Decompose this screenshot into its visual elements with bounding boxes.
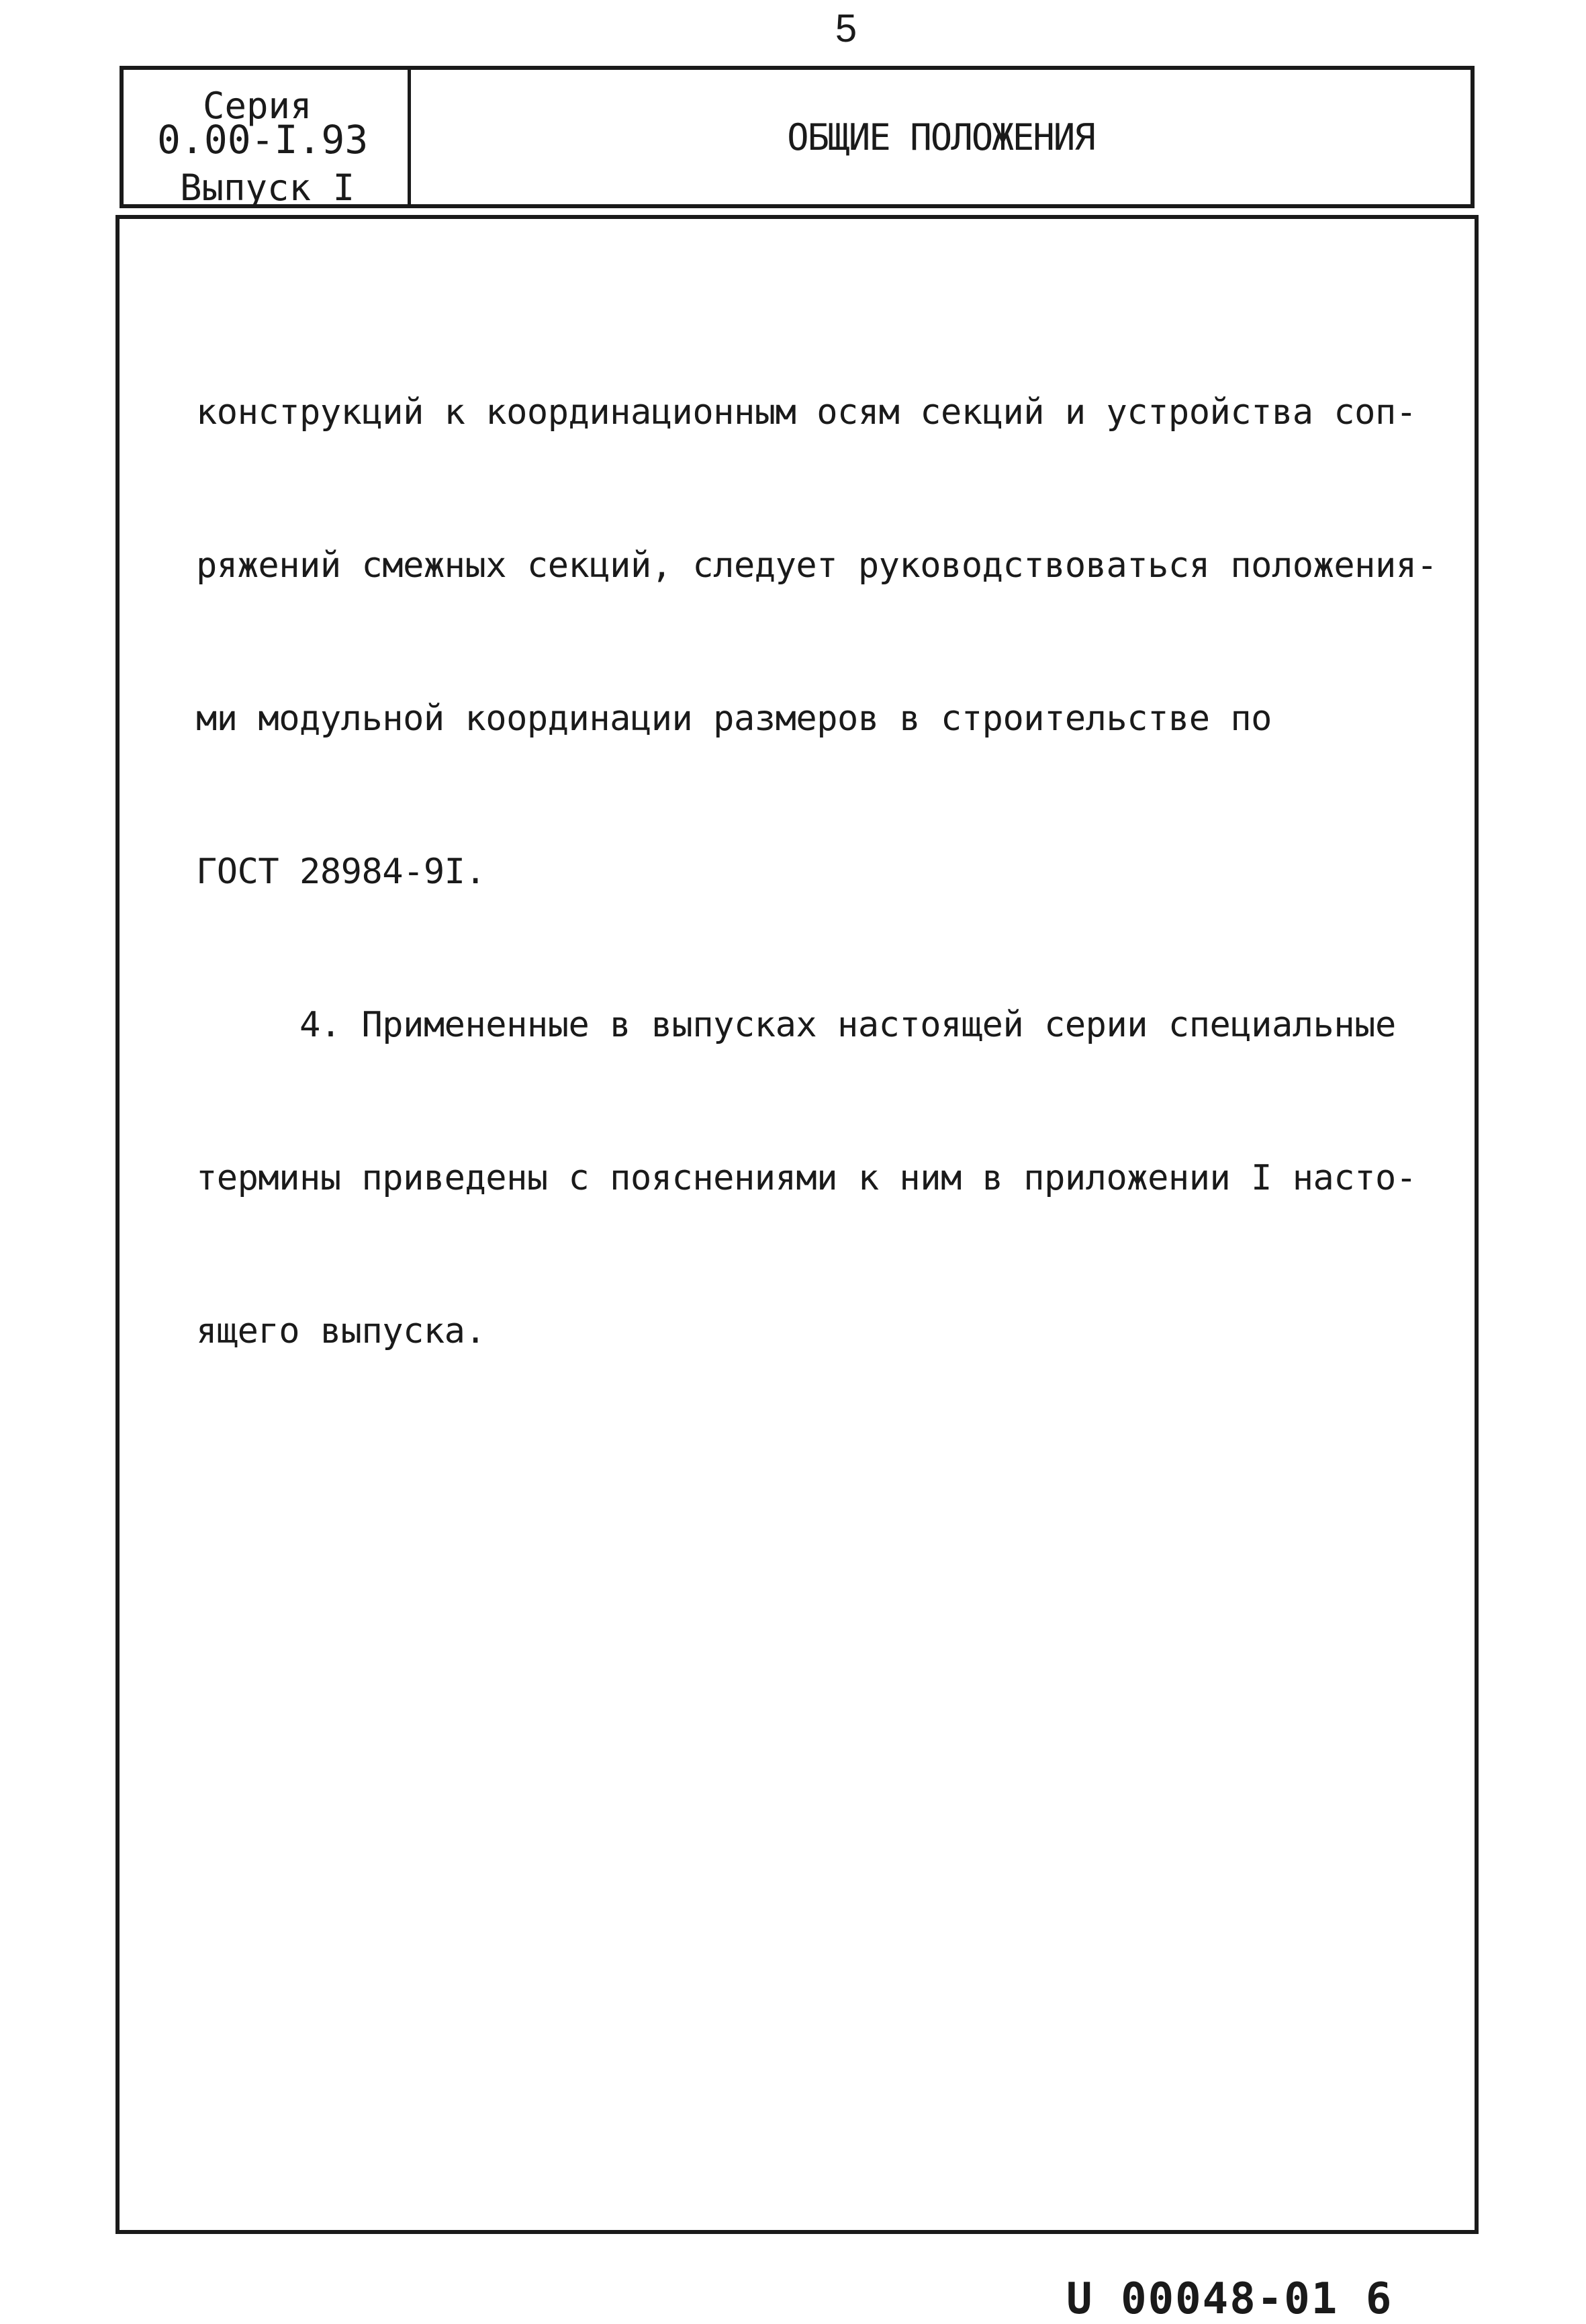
body-line: термины приведены с пояснениями к ним в приложении I насто- [196,1158,1417,1198]
body-line: конструкций к координационным осям секций и устройства соп- [196,392,1417,433]
section-title: ОБЩИЕ ПОЛОЖЕНИЯ [787,116,1094,159]
document-code: U 00048-01 6 [1066,2274,1393,2324]
body-line: ящего выпуска. [196,1311,486,1351]
body-line: ГОСТ 28984-9I. [196,852,486,892]
series-cell [124,70,411,209]
body-line: ряжений смежных секций, следует руководствоваться положения- [196,545,1438,586]
page-number: 5 [835,7,857,50]
body-line: ми модульной координации размеров в строительстве по [196,699,1272,739]
issue-label: Выпуск I [180,167,355,209]
body-text [196,285,1458,1408]
series-label: Серия [203,85,312,127]
title-block [120,66,1475,208]
series-code: 0.00-I.93 [157,117,369,163]
body-line: 4. Примененные в выпусках настоящей серии специальные [196,1005,1396,1045]
